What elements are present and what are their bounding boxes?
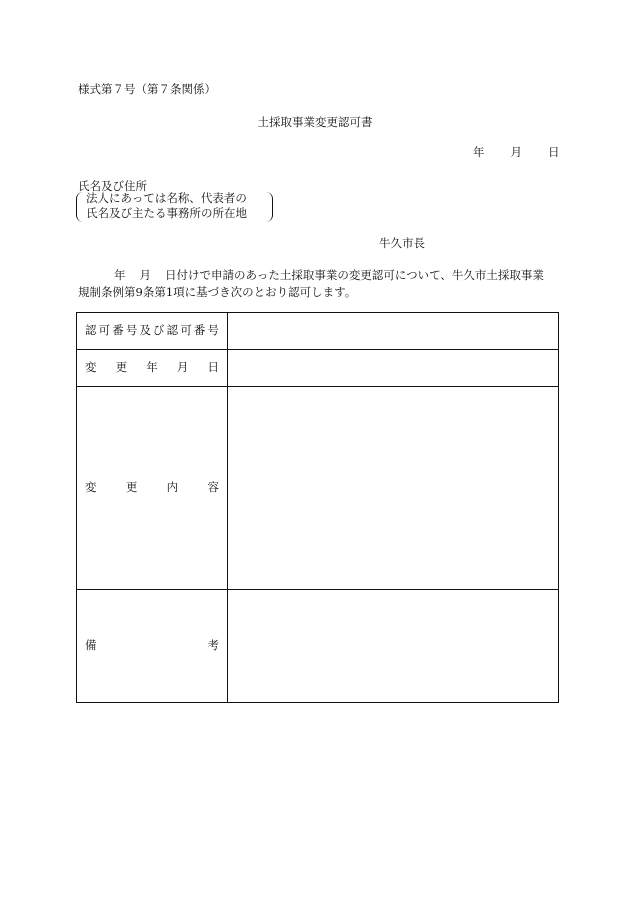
label-char: 号: [125, 323, 138, 338]
label-char: 認: [85, 323, 97, 338]
label-char: 号: [207, 323, 219, 338]
value-change-content: [228, 387, 559, 590]
label-change-content: [77, 387, 228, 590]
value-change-date: [228, 350, 559, 387]
label-remarks: [77, 590, 228, 703]
body-text-line1: [114, 270, 544, 282]
label-char: 変: [85, 480, 97, 495]
value-remarks: [228, 590, 559, 703]
label-char: 認: [166, 323, 179, 338]
label-char: 備: [85, 638, 97, 653]
body-year: 年: [114, 268, 126, 282]
issue-date: [473, 147, 560, 159]
table-row-remarks: [77, 590, 559, 703]
issuer-name: 牛久市長: [379, 236, 425, 250]
label-change-date: [77, 350, 228, 387]
body-text1: 日付けで申請のあった土採取事業の変更認可について、牛久市土採取事業: [165, 268, 544, 282]
label-char: 考: [207, 638, 219, 653]
addressee-label: 氏名及び住所: [78, 179, 147, 193]
label-char: び: [153, 323, 165, 338]
label-permit-number: [77, 313, 228, 350]
document-title: 土採取事業変更認可書: [257, 115, 373, 129]
addressee-note-line1: 法人にあっては名称、代表者の: [86, 191, 247, 205]
table-row-permit-number: [77, 313, 559, 350]
table-row-change-date: [77, 350, 559, 387]
label-char: 番: [112, 323, 124, 338]
date-year: 年: [473, 145, 485, 159]
permit-details-table: [76, 312, 559, 703]
label-char: 更: [115, 360, 128, 375]
label-char: 可: [180, 323, 192, 338]
label-char: 及: [139, 323, 151, 338]
label-char: 内: [166, 480, 179, 495]
label-char: 番: [193, 323, 206, 338]
body-month: 月: [139, 268, 151, 282]
addressee-note-line2: 氏名及び主たる事務所の所在地: [86, 206, 247, 220]
form-number: 様式第７号（第７条関係）: [78, 82, 216, 96]
label-char: 年: [146, 360, 158, 375]
label-char: 月: [176, 360, 189, 375]
label-char: 更: [125, 480, 138, 495]
value-permit-number: [228, 313, 559, 350]
date-month: 月: [510, 145, 522, 159]
date-day: 日: [548, 145, 560, 159]
label-char: 日: [207, 360, 219, 375]
body-text-line2: 規制条例第9条第1項に基づき次のとおり認可します。: [78, 285, 357, 299]
label-char: 変: [85, 360, 97, 375]
label-char: 容: [207, 480, 219, 495]
label-char: 可: [98, 323, 111, 338]
table-row-change-content: [77, 387, 559, 590]
